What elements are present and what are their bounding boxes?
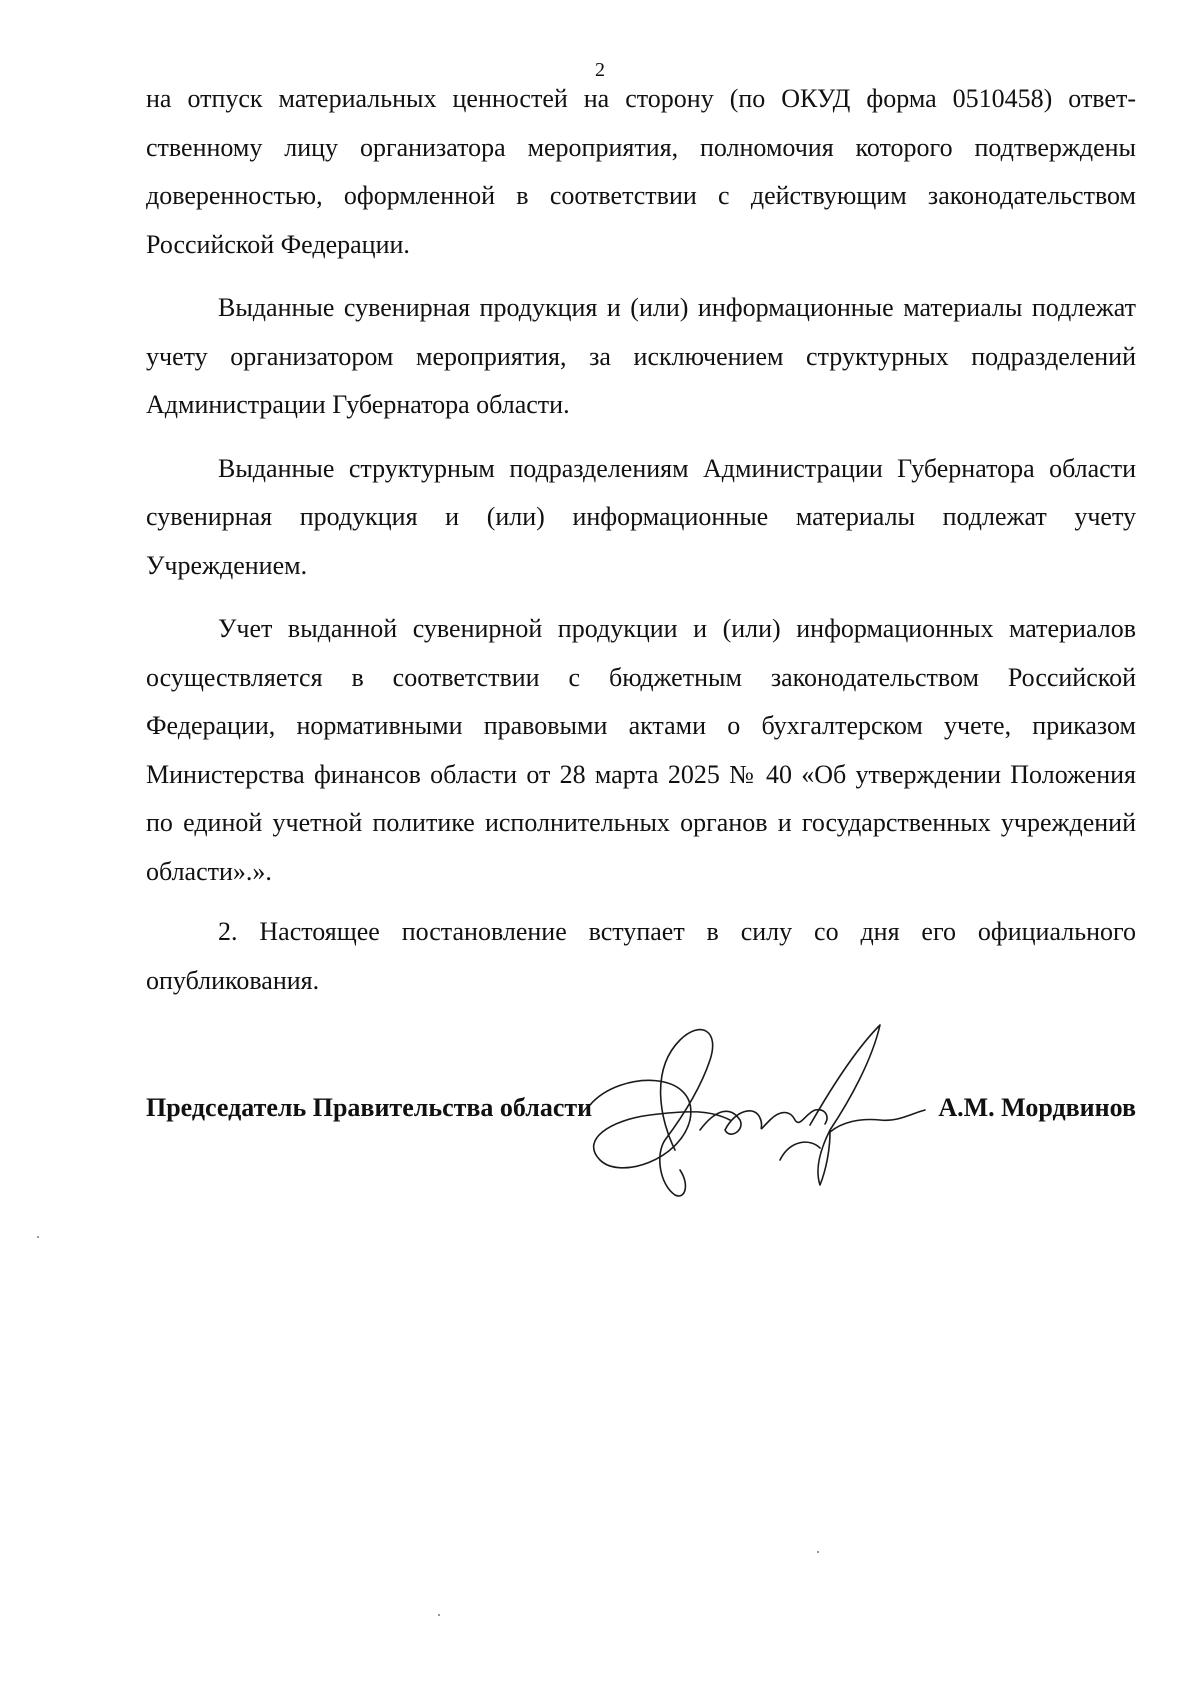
document-body [146, 75, 1136, 1005]
scan-speck [37, 1236, 39, 1238]
paragraph-souvenir-accounting: Выданные сувенирная продукция и (или) информационные материалы подлежат учету организатором мероприятия, за исключением структурных подразделений Администрации Губернатора области. [146, 293, 1136, 419]
scan-speck [438, 1614, 440, 1616]
scan-speck [817, 1551, 819, 1553]
signer-title: Председатель Правительства области [146, 1093, 593, 1122]
signer-name: А.М. Мордвинов [938, 1093, 1136, 1122]
page-number: 2 [595, 59, 605, 81]
handwritten-signature [580, 1010, 940, 1210]
paragraph-structural-units: Выданные структурным подразделениям Администрации Губернатора области сувенирная продукция и (или) информационные материалы подлежат учету Учреждением. [146, 453, 1136, 580]
paragraph-continuation: на отпуск материальных ценностей на сторону (по ОКУД форма 0510458) ответственному лицу организатора мероприятия, полномочия которого подтверждены доверенностью, оформленной в соответствии с действующим законодательством Российской Федерации. [146, 84, 1136, 259]
paragraph-accounting-rules: Учет выданной сувенирной продукции и (или) информационных материалов осуществляется в соответствии с бюджетным законодательством Российской Федерации, нормативными правовыми актами о бухгалтерском учете, приказом Министерства финансов области от 28 марта 2025 № 40 «Об утверждении Положения по единой учетной политике исполнительных органов и государственных учреждений области».». [146, 614, 1136, 886]
paragraph-effective-date: 2. Настоящее постановление вступает в силу со дня его официального опубликования. [146, 917, 1136, 995]
